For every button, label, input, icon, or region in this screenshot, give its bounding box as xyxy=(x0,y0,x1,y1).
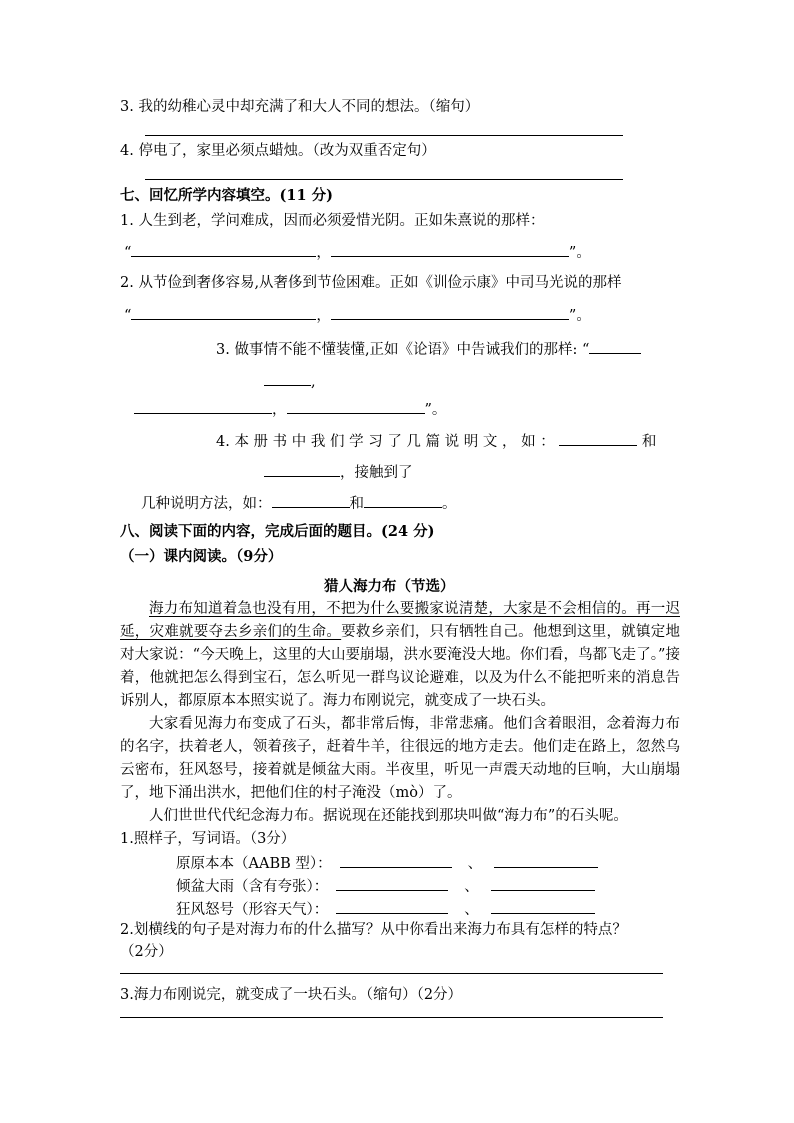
question-8-1a xyxy=(176,853,598,874)
text: 和 xyxy=(349,496,364,512)
blank[interactable] xyxy=(272,493,350,508)
section-8-heading: 八、阅读下面的内容，完成后面的题目。(24 分) xyxy=(120,523,435,540)
question-8-1: 1.照样子，写词语。（3分） xyxy=(120,831,296,847)
text: 、 xyxy=(464,902,479,918)
text: 倾盆大雨（含有夸张）： xyxy=(176,879,329,895)
close-quote: ”。 xyxy=(424,402,447,418)
passage xyxy=(120,598,680,828)
blank[interactable] xyxy=(494,853,598,868)
question-6-4: 4. 停电了，家里必须点蜡烛。（改为双重否定句） xyxy=(120,143,436,159)
text: 。 xyxy=(442,496,457,512)
blank[interactable] xyxy=(491,899,595,914)
blank[interactable] xyxy=(589,339,641,354)
comma: ， xyxy=(272,402,287,418)
blank[interactable] xyxy=(287,399,425,414)
subsection-heading: （一）课内阅读。（9分） xyxy=(120,548,283,565)
text: 狂风怒号（形容天气）： xyxy=(176,902,329,918)
blank[interactable] xyxy=(131,305,316,320)
fill-line-7-4b xyxy=(264,462,413,483)
fill-line-7-1 xyxy=(124,242,591,263)
underlined-sentence: 海力布知道着急也没有用，不把为什么要搬家说清楚，大家是不会相信的。再一迟延，灾难就要夺去乡亲们的生命。 xyxy=(120,601,680,640)
blank[interactable] xyxy=(491,876,595,891)
question-7-4 xyxy=(216,431,656,452)
question-7-4-text: 4. 本 册 书 中 我 们 学 习 了 几 篇 说 明 文 ， 如 ： xyxy=(216,434,555,450)
question-7-3-text: 3. 做事情不能不懂装懂,正如《论语》中告诫我们的那样: xyxy=(216,342,578,358)
blank[interactable] xyxy=(336,876,448,891)
fill-line-7-3b xyxy=(134,399,446,420)
blank[interactable] xyxy=(331,305,569,320)
question-7-1: 1. 人生到老，学问难成，因而必须爱惜光阴。正如朱熹说的那样： xyxy=(120,213,545,229)
and-text: 和 xyxy=(641,434,657,450)
question-8-2: 2.划横线的句子是对海力布的什么描写？从中你看出来海力布具有怎样的特点？ xyxy=(120,922,627,938)
comma: , xyxy=(311,374,316,390)
blank[interactable] xyxy=(336,899,448,914)
answer-line[interactable] xyxy=(120,973,663,974)
paragraph-1 xyxy=(120,598,680,713)
answer-line[interactable] xyxy=(145,179,623,180)
blank[interactable] xyxy=(264,462,340,477)
paragraph-3: 人们世世代代纪念海力布。据说现在还能找到那块叫做“海力布”的石头呢。 xyxy=(149,808,628,824)
close-quote: ”。 xyxy=(568,308,591,324)
blank[interactable] xyxy=(364,493,442,508)
blank[interactable] xyxy=(340,853,452,868)
open-quote: “ xyxy=(124,245,132,261)
fill-line-7-3a xyxy=(264,371,316,392)
question-8-3: 3.海力布刚说完，就变成了一块石头。（缩句）（2分） xyxy=(120,987,463,1003)
answer-line[interactable] xyxy=(145,135,623,136)
text: ，接触到了 xyxy=(340,465,413,481)
open-quote: “ xyxy=(124,308,132,324)
question-8-2-points: （2分） xyxy=(120,944,173,960)
blank[interactable] xyxy=(559,431,637,446)
close-quote: ”。 xyxy=(568,245,591,261)
open-quote: “ xyxy=(582,342,590,358)
text: 、 xyxy=(464,879,479,895)
comma: ， xyxy=(316,308,331,324)
section-7-heading: 七、回忆所学内容填空。(11 分) xyxy=(120,187,333,204)
blank[interactable] xyxy=(131,242,316,257)
text: 几种说明方法，如： xyxy=(141,496,272,512)
text: 原原本本（AABB 型）： xyxy=(176,856,332,872)
question-7-3 xyxy=(216,339,641,360)
fill-line-7-2 xyxy=(124,305,591,326)
fill-line-7-4c xyxy=(141,493,457,514)
text: 、 xyxy=(467,856,483,872)
question-8-1c xyxy=(176,899,595,920)
paragraph-text: 要救乡亲们，只有牺牲自己。他想到这里，就镇定地对大家说：“今天晚上，这里的大山要崩塌，洪水要淹没大地。你们看，鸟都飞走了。”接着，他就把怎么得到宝石，怎么听见一群鸟议论避难，以及为什么不能把听来的消息告诉别人，都原原本本照实说了。海力布刚说完，就变成了一块石头。 xyxy=(120,624,681,709)
blank[interactable] xyxy=(331,242,569,257)
comma: ， xyxy=(316,245,331,261)
question-6-3: 3. 我的幼稚心灵中却充满了和大人不同的想法。（缩句） xyxy=(120,99,480,115)
answer-line[interactable] xyxy=(120,1017,663,1018)
question-7-2: 2. 从节俭到奢侈容易,从奢侈到节俭困难。正如《训俭示康》中司马光说的那样 xyxy=(120,275,622,291)
blank[interactable] xyxy=(264,371,311,386)
question-8-1b xyxy=(176,876,595,897)
passage-title: 猎人海力布（节选） xyxy=(324,578,455,595)
blank[interactable] xyxy=(134,399,272,414)
paragraph-2: 大家看见海力布变成了石头，都非常后悔，非常悲痛。他们含着眼泪，念着海力布的名字，扶着老人，领着孩子，赶着牛羊，往很远的地方走去。他们走在路上，忽然乌云密布，狂风怒号，接着就是倾盆大雨。半夜里，听见一声震天动地的巨响，大山崩塌了，地下涌出洪水，把他们住的村子淹没（mò）了。 xyxy=(120,716,680,801)
